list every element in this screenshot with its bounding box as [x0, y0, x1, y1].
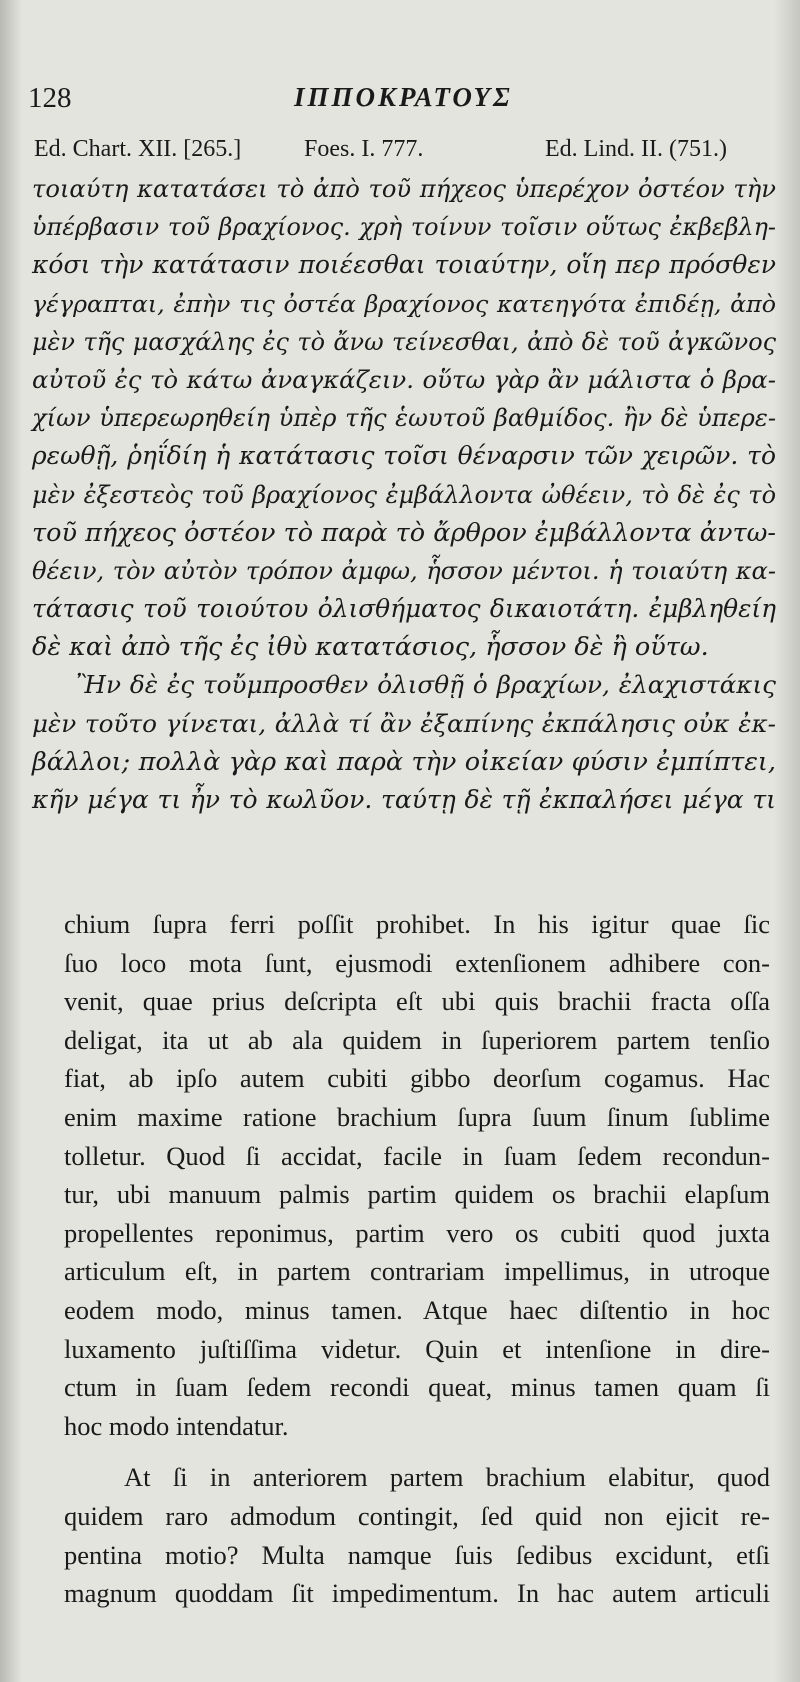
page-left-shadow: [0, 0, 22, 1682]
greek-line: κόσι τὴν κατάτασιν ποιέεσθαι τοιαύτην, οἵη περ πρόσθεν: [32, 250, 776, 280]
latin-line: propellentes reponimus, partim vero os cubiti quod juxta: [64, 1217, 770, 1248]
greek-line: δὲ καὶ ἀπὸ τῆς ἐς ἰθὺ κατατάσιος, ἧσσον δὲ ἢ οὕτω.: [32, 632, 709, 663]
latin-line: ſuo loco mota ſunt, ejusmodi extenſionem adhibere con-: [64, 947, 770, 978]
latin-line: eodem modo, minus tamen. Atque haec diſtentio in hoc: [64, 1294, 770, 1325]
latin-line: luxamento juſtiſſima videtur. Quin et intenſione in dire-: [64, 1333, 770, 1364]
latin-paragraph: [64, 905, 770, 1445]
page-number: 128: [28, 82, 72, 114]
greek-line: μὲν τῆς μασχάλης ἐς τὸ ἄνω τείνεσθαι, ἀπὸ δὲ τοῦ ἀγκῶνος: [32, 327, 776, 356]
latin-line: ctum in ſuam ſedem recondi queat, minus tamen quam ſi: [64, 1372, 770, 1403]
greek-line: ὑπέρβασιν τοῦ βραχίονος. χρὴ τοίνυν τοῖσιν οὕτως ἐκβεβλη-: [32, 213, 776, 242]
latin-line: magnum quoddam ſit impedimentum. In hac autem articuli: [64, 1578, 770, 1609]
greek-line: Ἢν δὲ ἐς τοὔμπροσθεν ὀλισθῇ ὁ βραχίων, ἐλαχιστάκις: [76, 670, 776, 700]
latin-line: hoc modo intendatur.: [64, 1410, 289, 1441]
greek-line: τοιαύτη κατατάσει τὸ ἀπὸ τοῦ πήχεος ὑπερέχον ὀστέον τὴν: [32, 175, 776, 203]
page-right-shadow: [774, 0, 800, 1682]
latin-line: articulum eſt, in partem contrariam impellimus, in utroque: [64, 1256, 770, 1287]
latin-line: tolletur. Quod ſi accidat, facile in ſuam ſedem recondun-: [64, 1140, 770, 1171]
running-title: ΙΠΠΟΚΡΑΤΟΥΣ: [294, 82, 513, 112]
running-head: [28, 82, 768, 122]
latin-line: At ſi in anteriorem partem brachium elabitur, quod: [124, 1462, 770, 1493]
latin-line: chium ſupra ferri poſſit prohibet. In his igitur quae ſic: [64, 909, 770, 939]
edition-references: [34, 136, 774, 172]
latin-line: venit, quae prius deſcripta eſt ubi quis brachii fracta oſſa: [64, 986, 770, 1017]
greek-line: γέγραπται, ἐπὴν τις ὀστέα βραχίονος κατεηγότα ἐπιδέῃ, ἀπὸ: [32, 289, 776, 318]
greek-line: βάλλοι; πολλὰ γὰρ καὶ παρὰ τὴν οἰκείαν φύσιν ἐμπίπτει,: [32, 746, 776, 777]
greek-line: θέειν, τὸν αὐτὸν τρόπον ἀμφω, ἧσσον μέντοι. ἡ τοιαύτη κα-: [32, 556, 776, 585]
edition-foesius: Foes. I. 777.: [304, 136, 424, 162]
greek-line: τοῦ πήχεος ὀστέον τὸ παρὰ τὸ ἄρθρον ἐμβάλλοντα ἀντω-: [32, 517, 776, 548]
latin-line: fiat, ab ipſo autem cubiti gibbo deorſum cogamus. Hac: [64, 1063, 770, 1094]
edition-linden: Ed. Lind. II. (751.): [545, 136, 727, 162]
greek-line: αὐτοῦ ἐς τὸ κάτω ἀναγκάζειν. οὕτω γὰρ ἂν μάλιστα ὁ βρα-: [32, 364, 776, 394]
latin-line: enim maxime ratione brachium ſupra ſuum ſinum ſublime: [64, 1101, 770, 1132]
latin-text: [64, 905, 770, 1613]
latin-line: pentina motio? Multa namque ſuis ſedibus excidunt, etſi: [64, 1539, 770, 1570]
greek-line: χίων ὑπερεωρηθείη ὑπὲρ τῆς ἑωυτοῦ βαθμίδος. ἢν δὲ ὑπερε-: [32, 404, 776, 433]
edition-chartier: Ed. Chart. XII. [265.]: [34, 136, 242, 162]
greek-line: μὲν τοῦτο γίνεται, ἀλλὰ τί ἂν ἐξαπίνης ἐκπάλησις οὐκ ἐκ-: [32, 708, 776, 738]
greek-line: τάτασις τοῦ τοιούτου ὀλισθήματος δικαιοτάτη. ἐμβληθείη: [32, 594, 776, 624]
latin-line: deligat, ita ut ab ala quidem in ſuperiorem partem tenſio: [64, 1024, 770, 1055]
greek-line: μὲν ἐξεστεὸς τοῦ βραχίονος ἐμβάλλοντα ὠθέειν, τὸ δὲ ἐς τὸ: [32, 480, 776, 509]
greek-text: [32, 170, 776, 819]
greek-line: κῆν μέγα τι ἦν τὸ κωλῦον. ταύτῃ δὲ τῇ ἐκπαλήσει μέγα τι: [32, 785, 776, 814]
latin-line: quidem raro admodum contingit, ſed quid non ejicit re-: [64, 1500, 770, 1531]
latin-paragraph: [64, 1458, 770, 1612]
greek-line: ρεωθῇ, ῥηΐδίη ἡ κατάτασις τοῖσι θέναρσιν τῶν χειρῶν. τὸ: [32, 441, 776, 471]
latin-line: tur, ubi manuum palmis partim quidem os brachii elapſum: [64, 1179, 770, 1210]
